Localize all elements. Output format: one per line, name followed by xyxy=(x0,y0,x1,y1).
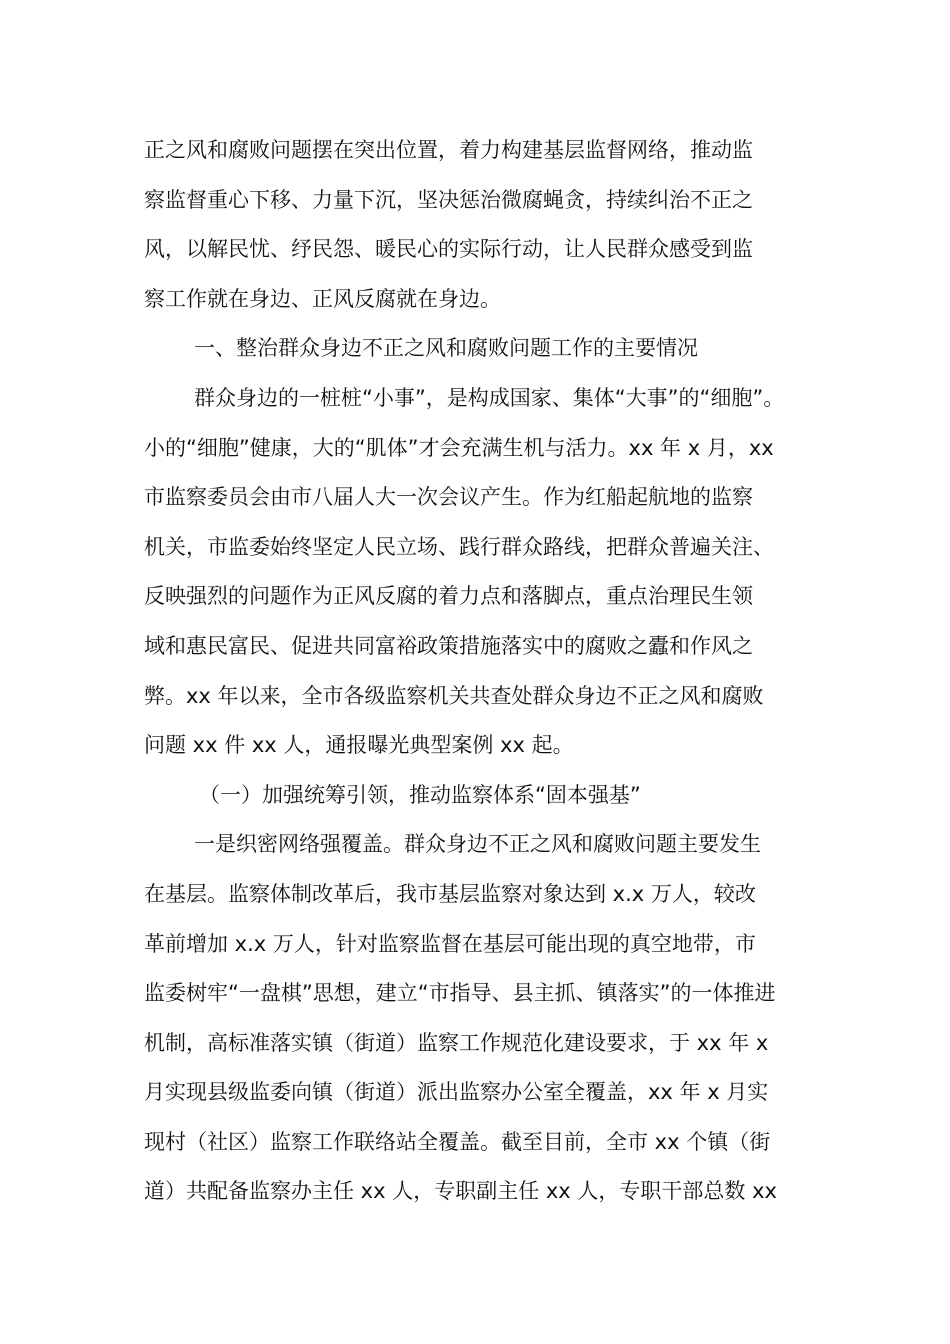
text-line: 弊。xx 年以来，全市各级监察机关共查处群众身边不正之风和腐败 xyxy=(144,683,764,708)
section-heading: 一、整治群众身边不正之风和腐败问题工作的主要情况 xyxy=(194,336,698,361)
text-line: 风，以解民忧、纾民怨、暖民心的实际行动，让人民群众感受到监 xyxy=(144,237,753,262)
text-line: 正之风和腐败问题摆在突出位置，着力构建基层监督网络，推动监 xyxy=(144,138,753,162)
text-line: 察工作就在身边、正风反腐就在身边。 xyxy=(144,286,501,311)
text-line: 问题 xx 件 xx 人，通报曝光典型案例 xx 起。 xyxy=(144,733,574,758)
text-line: 市监察委员会由市八届人大一次会议产生。作为红船起航地的监察 xyxy=(144,485,753,510)
text-line: 革前增加 x.x 万人，针对监察监督在基层可能出现的真空地带，市 xyxy=(144,931,756,956)
paragraph-start: 一是织密网络强覆盖。群众身边不正之风和腐败问题主要发生 xyxy=(194,832,761,857)
text-line: 机关，市监委始终坚定人民立场、践行群众路线，把群众普遍关注、 xyxy=(144,534,774,559)
text-line: 察监督重心下移、力量下沉，坚决惩治微腐蝇贪，持续纠治不正之 xyxy=(144,187,753,212)
document-body xyxy=(144,126,806,1217)
text-line: 在基层。监察体制改革后，我市基层监察对象达到 x.x 万人，较改 xyxy=(144,881,756,906)
subsection-heading: （一）加强统筹引领，推动监察体系“固本强基” xyxy=(199,782,641,807)
paragraph-start: 群众身边的一桩桩“小事”，是构成国家、集体“大事”的“细胞”。 xyxy=(194,385,785,410)
text-line: 月实现县级监委向镇（街道）派出监察办公室全覆盖，xx 年 x 月实 xyxy=(144,1080,769,1105)
text-line: 小的“细胞”健康，大的“肌体”才会充满生机与活力。xx 年 x 月，xx xyxy=(144,435,774,460)
text-line: 现村（社区）监察工作联络站全覆盖。截至目前，全市 xx 个镇（街 xyxy=(144,1129,771,1154)
text-line: 道）共配备监察办主任 xx 人，专职副主任 xx 人，专职干部总数 xx xyxy=(144,1179,777,1204)
text-line: 机制，高标准落实镇（街道）监察工作规范化建设要求，于 xx 年 x xyxy=(144,1030,769,1055)
text-line: 反映强烈的问题作为正风反腐的着力点和落脚点，重点治理民生领 xyxy=(144,584,753,609)
text-line: 监委树牢“一盘棋”思想，建立“市指导、县主抓、镇落实”的一体推进 xyxy=(144,981,776,1006)
text-line: 域和惠民富民、促进共同富裕政策措施落实中的腐败之蠹和作风之 xyxy=(144,633,753,658)
